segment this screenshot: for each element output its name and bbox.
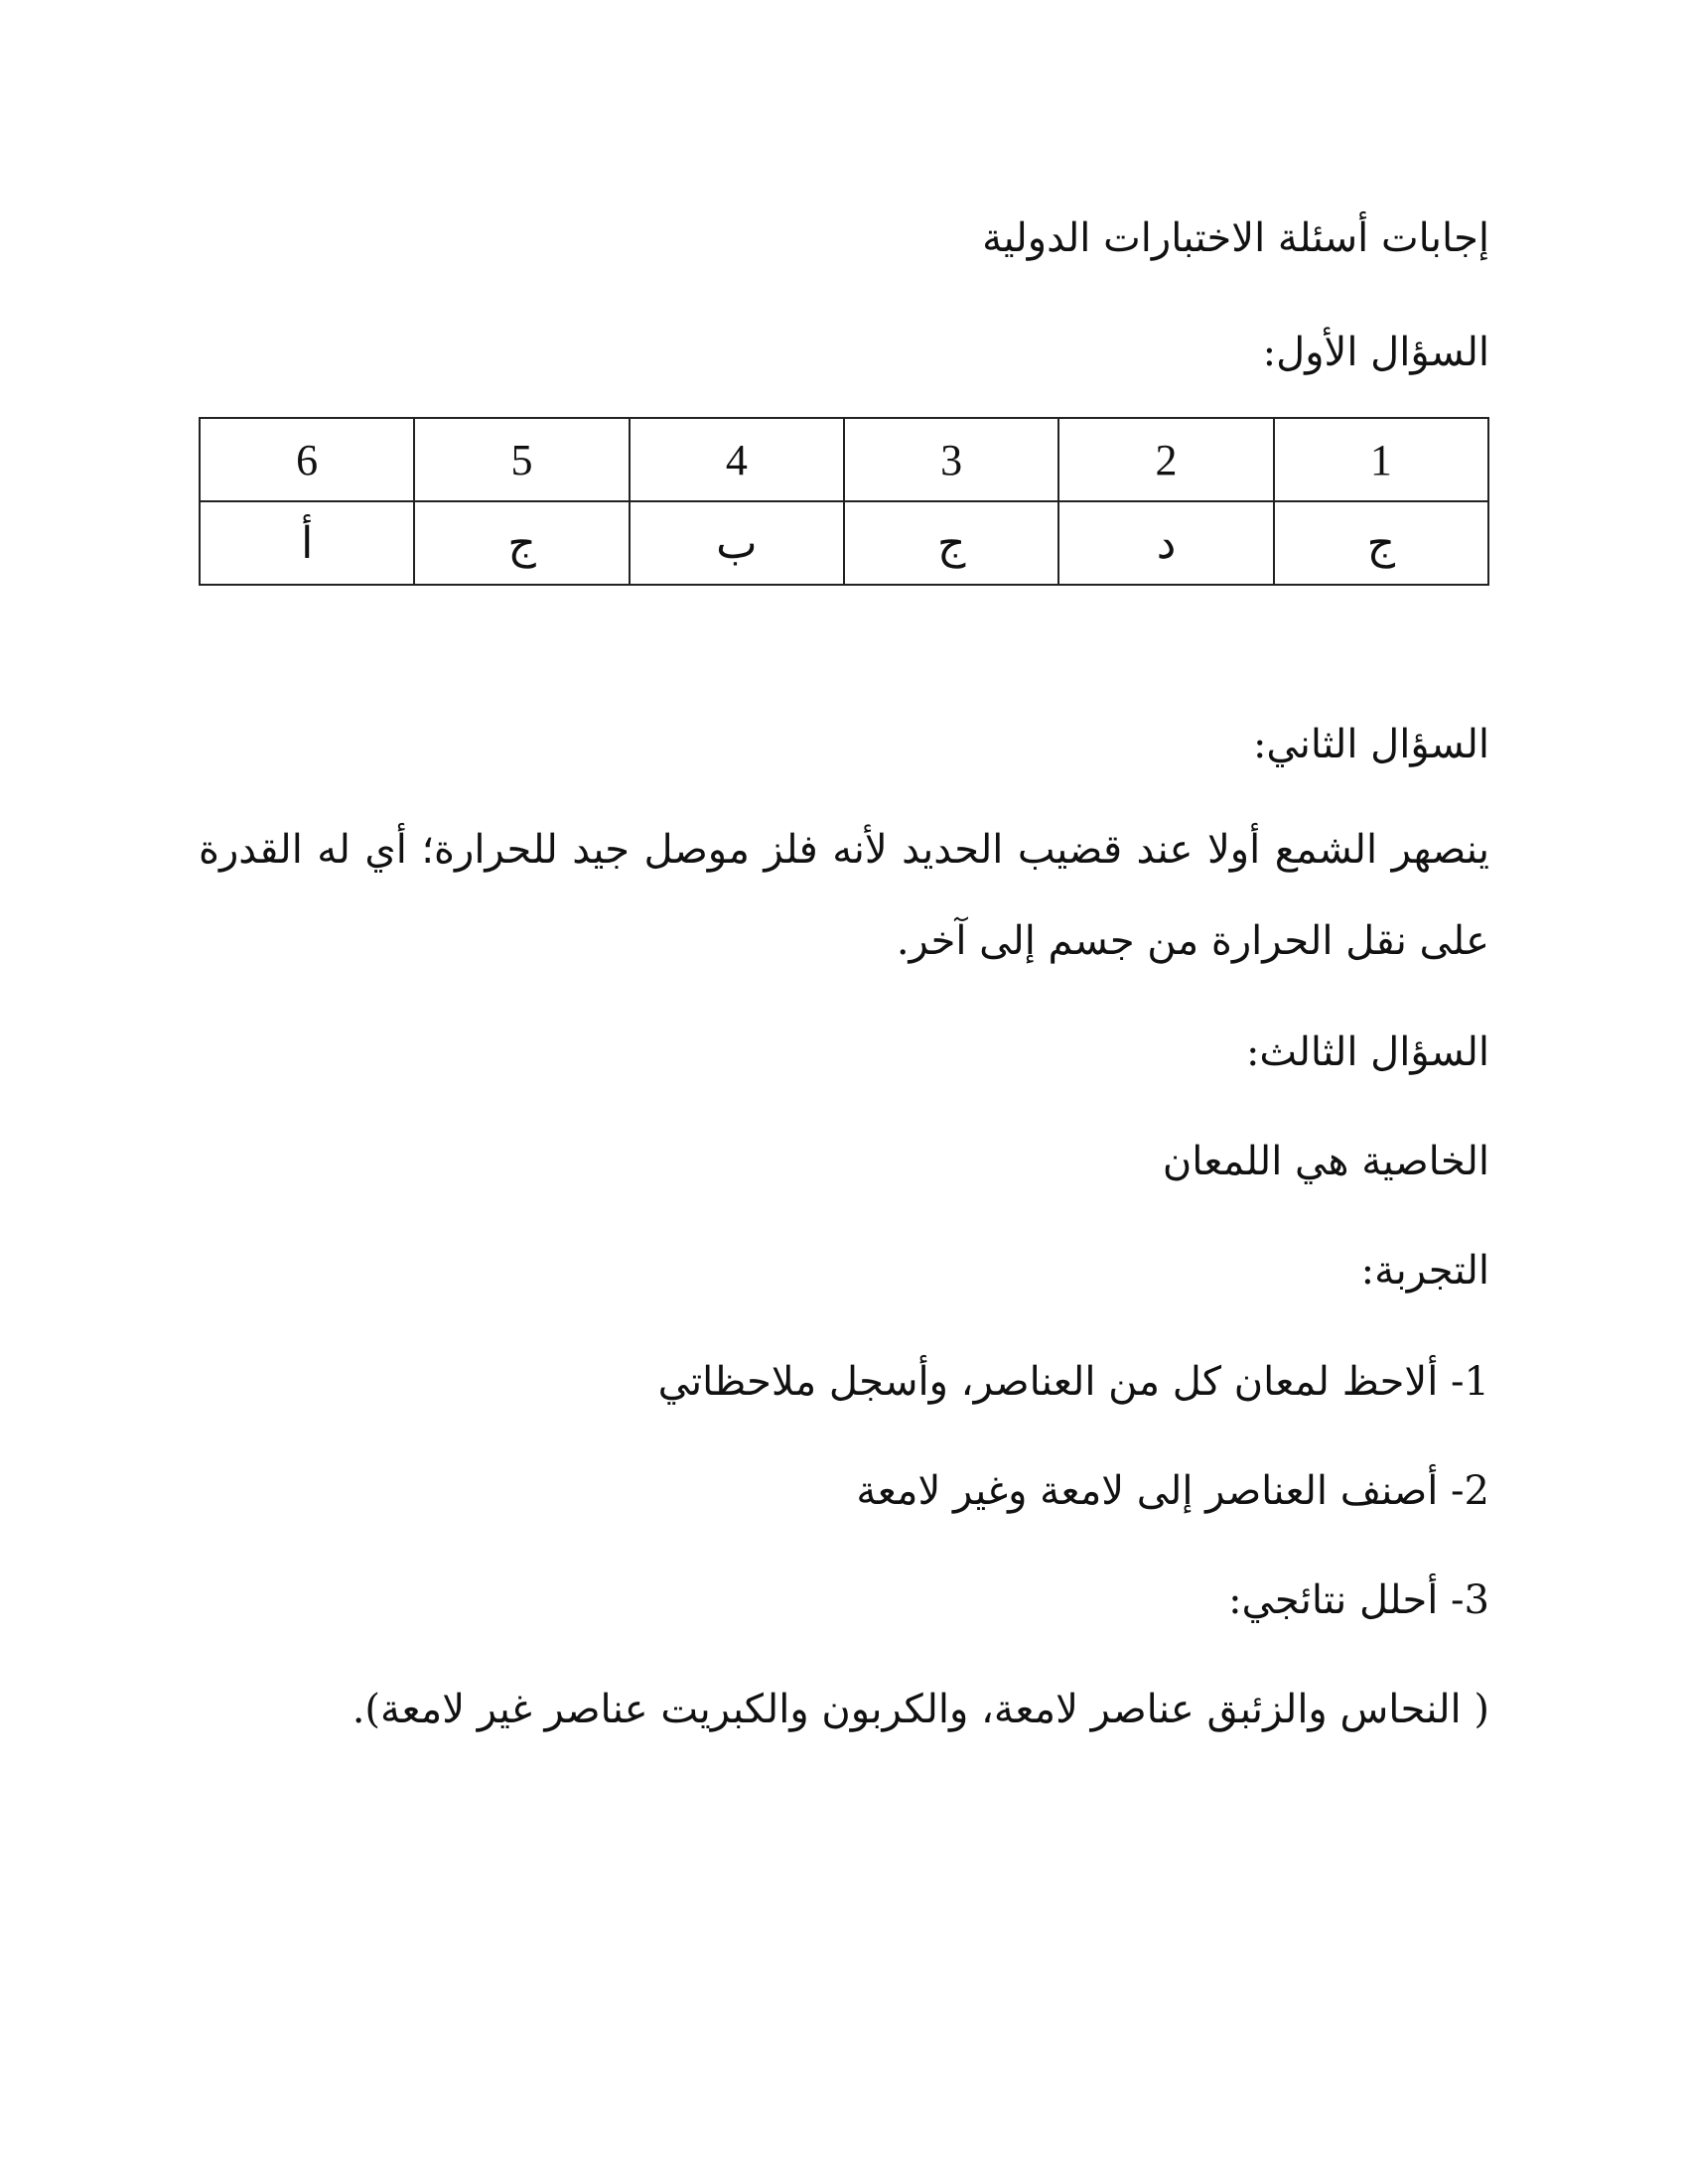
experiment-result: ( النحاس والزئبق عناصر لامعة، والكربون والكبريت عناصر غير لامعة). (352, 1687, 1489, 1732)
table-cell-answer: ج (844, 501, 1058, 585)
experiment-step-2: 2- أصنف العناصر إلى لامعة وغير لامعة (856, 1468, 1489, 1514)
experiment-step-3: 3- أحلل نتائجي: (1228, 1577, 1489, 1623)
table-row-answers (200, 501, 1488, 585)
question-3-property: الخاصية هي اللمعان (1162, 1139, 1489, 1184)
table-cell-number: 1 (1274, 418, 1488, 501)
table-row-numbers (200, 418, 1488, 501)
question-2-answer: ينصهر الشمع أولا عند قضيب الحديد لأنه فلز موصل جيد للحرارة؛ أي له القدرة على نقل الحرارة من جسم إلى آخر. (199, 827, 1489, 964)
table-cell-number: 2 (1058, 418, 1273, 501)
document-title: إجابات أسئلة الاختبارات الدولية (982, 215, 1489, 261)
table-cell-answer: ب (630, 501, 844, 585)
table-cell-number: 5 (414, 418, 629, 501)
table-cell-answer: ج (1274, 501, 1488, 585)
question-1-heading: السؤال الأول: (1262, 330, 1489, 375)
question-2-heading: السؤال الثاني: (1252, 722, 1489, 767)
table-cell-number: 6 (200, 418, 414, 501)
question-3-heading: السؤال الثالث: (1245, 1029, 1489, 1075)
table-cell-answer: ج (414, 501, 629, 585)
table-cell-answer: أ (200, 501, 414, 585)
table-cell-number: 4 (630, 418, 844, 501)
table-cell-answer: د (1058, 501, 1273, 585)
answers-table (199, 417, 1489, 586)
experiment-heading: التجربة: (1360, 1248, 1489, 1294)
experiment-step-1: 1- ألاحظ لمعان كل من العناصر، وأسجل ملاحظاتي (657, 1359, 1489, 1405)
table-cell-number: 3 (844, 418, 1058, 501)
